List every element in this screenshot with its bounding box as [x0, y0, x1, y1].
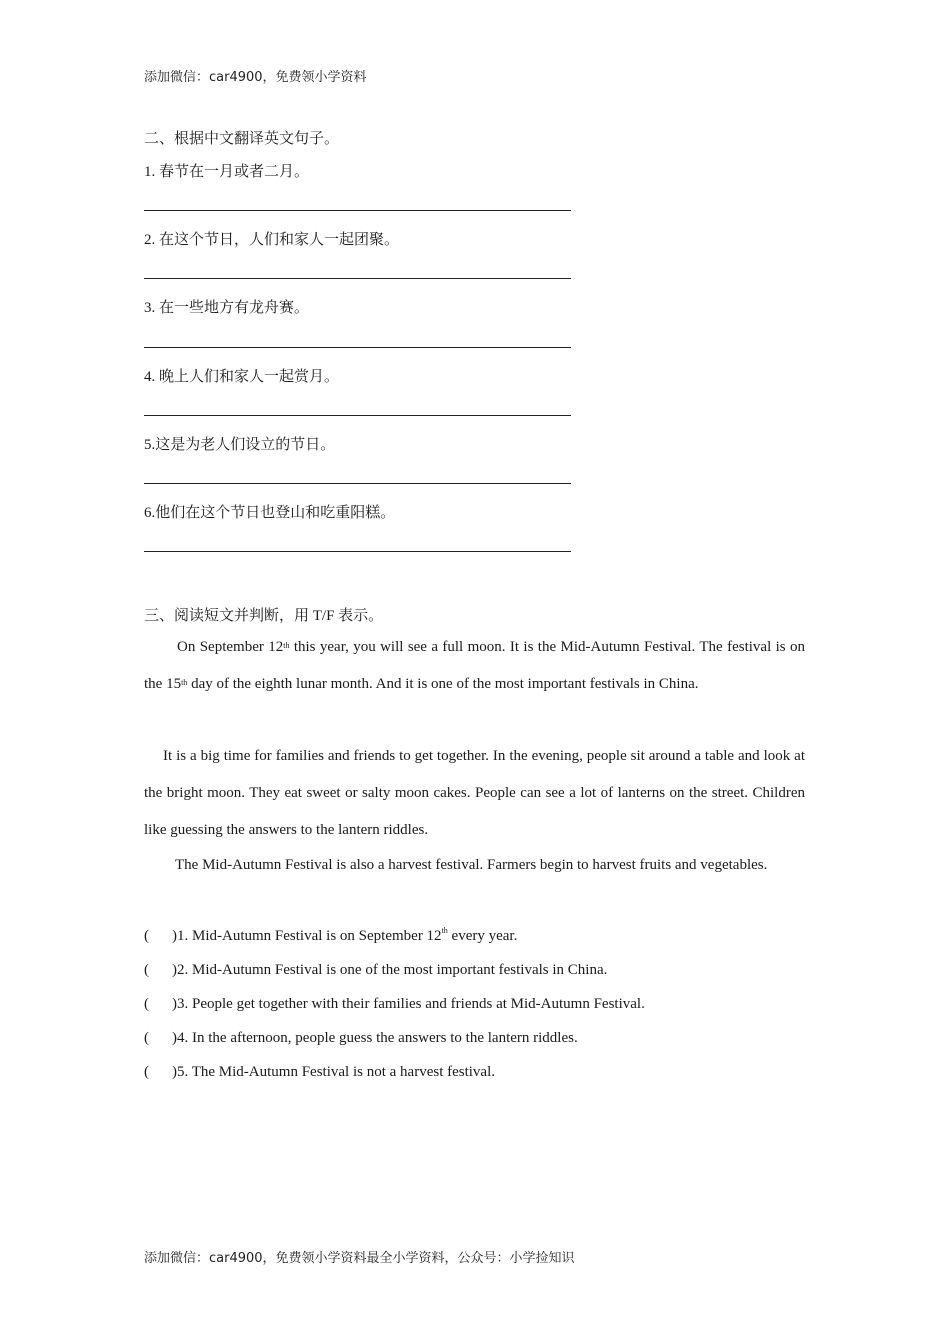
page-header: 添加微信：car4900，免费领小学资料 [144, 70, 367, 85]
tf-question-3: ( )3. People get together with their families and friends at Mid-Autumn Festival. [144, 996, 645, 1012]
translation-item-5: 5.这是为老人们设立的节日。 [144, 437, 336, 453]
page-footer: 添加微信：car4900，免费领小学资料最全小学资料，公众号：小学捡知识 [144, 1251, 575, 1266]
reading-paragraph-1: On September 12th this year, you will see a full moon. It is the Mid-Autumn Festival. The festival is on the 15th day of the eighth lunar month. And it is one of the most important festivals in China. [144, 639, 805, 692]
tf-question-5: ( )5. The Mid-Autumn Festival is not a harvest festival. [144, 1064, 496, 1080]
answer-line-3[interactable] [144, 347, 571, 348]
answer-line-5[interactable] [144, 483, 571, 484]
answer-blank-2[interactable]: ( [144, 962, 149, 978]
answer-line-6[interactable] [144, 551, 571, 552]
translation-item-6: 6.他们在这个节日也登山和吃重阳糕。 [144, 505, 396, 521]
tf-question-1: ( )1. Mid-Autumn Festival is on September 12th every year. [144, 926, 518, 944]
answer-line-2[interactable] [144, 278, 571, 279]
translation-item-2: 2. 在这个节日，人们和家人一起团聚。 [144, 232, 400, 248]
section3-title: 三、阅读短文并判断，用 T/F 表示。 [144, 608, 384, 624]
reading-paragraph-3: The Mid-Autumn Festival is also a harvest festival. Farmers begin to harvest fruits and vegetables. [175, 857, 768, 873]
answer-blank-1[interactable]: ( [144, 928, 149, 944]
reading-paragraph-2: It is a big time for families and friends to get together. In the evening, people sit around a table and look at the bright moon. They eat sweet or salty moon cakes. People can see a lot of lanterns on the street. Children like guessing the answers to the lantern riddles. [144, 748, 805, 838]
answer-blank-3[interactable]: ( [144, 996, 149, 1012]
tf-question-2: ( )2. Mid-Autumn Festival is one of the most important festivals in China. [144, 962, 608, 978]
translation-item-1: 1. 春节在一月或者二月。 [144, 164, 310, 180]
tf-question-4: ( )4. In the afternoon, people guess the answers to the lantern riddles. [144, 1030, 578, 1046]
answer-line-1[interactable] [144, 210, 571, 211]
answer-blank-5[interactable]: ( [144, 1064, 149, 1080]
translation-item-4: 4. 晚上人们和家人一起赏月。 [144, 369, 340, 385]
answer-line-4[interactable] [144, 415, 571, 416]
section2-title: 二、根据中文翻译英文句子。 [144, 131, 340, 147]
translation-item-3: 3. 在一些地方有龙舟赛。 [144, 300, 310, 316]
answer-blank-4[interactable]: ( [144, 1030, 149, 1046]
